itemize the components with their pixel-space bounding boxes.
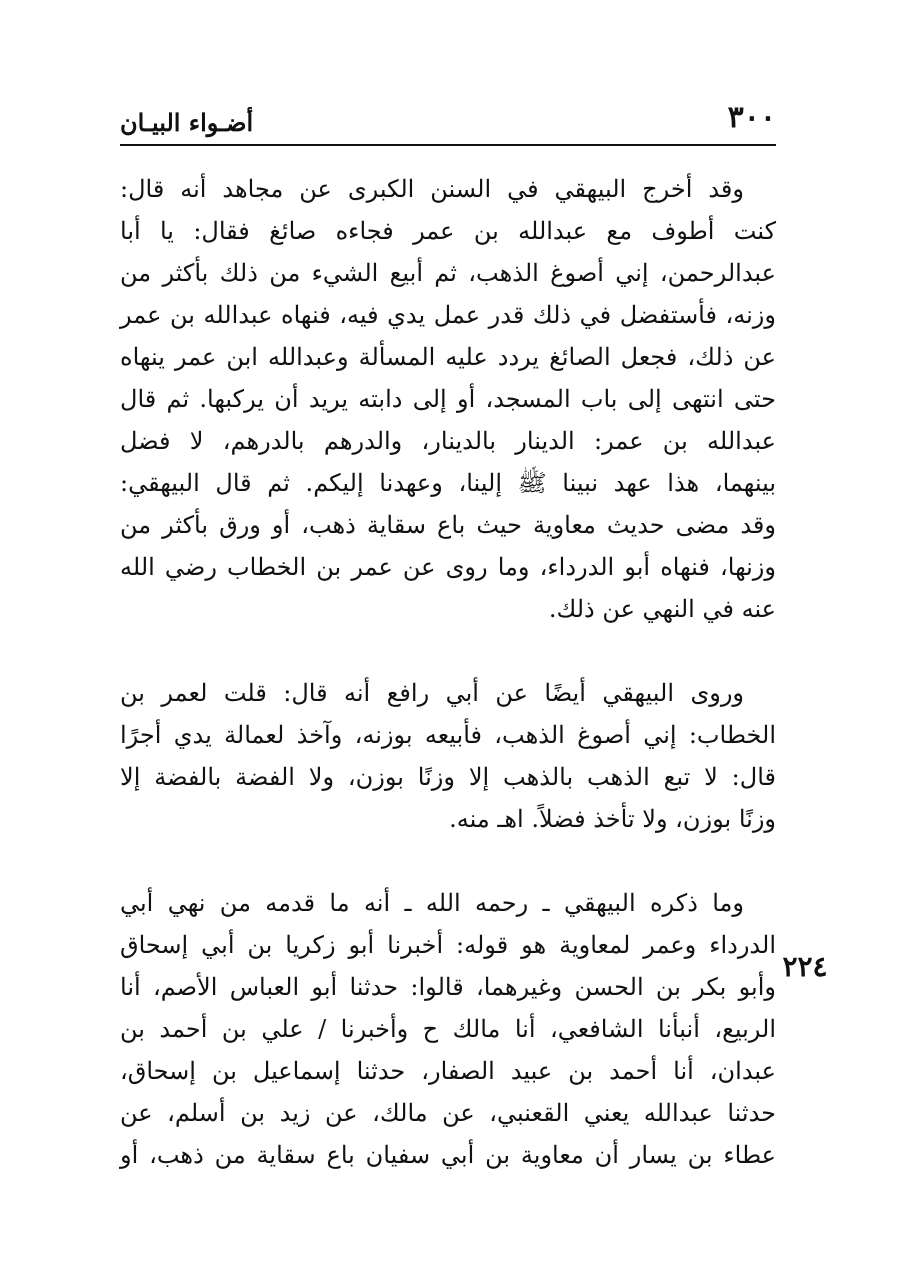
text-line: وزنه، فأستفضل في ذلك قدر عمل يدي فيه، فنهاه عبدالله بن عمر [120, 301, 776, 329]
body-text [120, 168, 776, 1176]
paragraph-gap [120, 630, 776, 672]
text-line: وما ذكره البيهقي ـ رحمه الله ـ أنه ما قدمه من نهي أبي [120, 889, 744, 917]
text-line: وزنًا بوزن، ولا تأخذ فضلاً. اهـ منه. [449, 805, 776, 833]
text-line: حدثنا عبدالله يعني القعنبي، عن مالك، عن زيد بن أسلم، عن [120, 1099, 776, 1127]
paragraph-1 [120, 168, 776, 630]
text-line: وقد أخرج البيهقي في السنن الكبرى عن مجاهد أنه قال: [120, 175, 744, 203]
text-line: بينهما، هذا عهد نبينا ﷺ إلينا، وعهدنا إليكم. ثم قال البيهقي: [120, 469, 776, 497]
text-line: وقد مضى حديث معاوية حيث باع سقاية ذهب، أو ورق بأكثر من [120, 511, 776, 539]
margin-page-reference: ٢٢٤ [782, 950, 828, 983]
paragraph-2 [120, 672, 776, 840]
text-line: الخطاب: إني أصوغ الذهب، فأبيعه بوزنه، وآخذ لعمالة يدي أجرًا [120, 721, 776, 749]
text-line: كنت أطوف مع عبدالله بن عمر فجاءه صائغ فقال: يا أبا [120, 217, 777, 245]
text-line: الدرداء وعمر لمعاوية هو قوله: أخبرنا أبو زكريا بن أبي إسحاق [120, 931, 776, 959]
text-line: عنه في النهي عن ذلك. [548, 595, 776, 623]
page-header [120, 100, 776, 146]
text-line: الربيع، أنبأنا الشافعي، أنا مالك ح وأخبرنا / علي بن أحمد بن [120, 1015, 776, 1043]
text-line: عبدان، أنا أحمد بن عبيد الصفار، حدثنا إسماعيل بن إسحاق، [120, 1057, 776, 1085]
page-number: ٣٠٠ [727, 100, 776, 135]
text-line: عبدالله بن عمر: الدينار بالدينار، والدرهم بالدرهم، لا فضل [120, 427, 776, 455]
paragraph-3 [120, 882, 776, 1176]
book-title: أضـواء البيـان [120, 108, 254, 137]
text-line: قال: لا تبع الذهب بالذهب إلا وزنًا بوزن، ولا الفضة بالفضة إلا [120, 763, 776, 791]
text-line: عن ذلك، فجعل الصائغ يردد عليه المسألة وعبدالله ابن عمر ينهاه [120, 343, 776, 371]
text-line: وزنها، فنهاه أبو الدرداء، وما روى عن عمر بن الخطاب رضي الله [120, 553, 776, 581]
text-line: وأبو بكر بن الحسن وغيرهما، قالوا: حدثنا أبو العباس الأصم، أنا [120, 973, 776, 1001]
text-line: عطاء بن يسار أن معاوية بن أبي سفيان باع سقاية من ذهب، أو [120, 1141, 776, 1169]
text-line: وروى البيهقي أيضًا عن أبي رافع أنه قال: قلت لعمر بن [120, 679, 744, 707]
paragraph-gap [120, 840, 776, 882]
text-line: عبدالرحمن، إني أصوغ الذهب، ثم أبيع الشيء من ذلك بأكثر من [120, 259, 776, 287]
text-line: حتى انتهى إلى باب المسجد، أو إلى دابته يريد أن يركبها. ثم قال [120, 385, 776, 413]
